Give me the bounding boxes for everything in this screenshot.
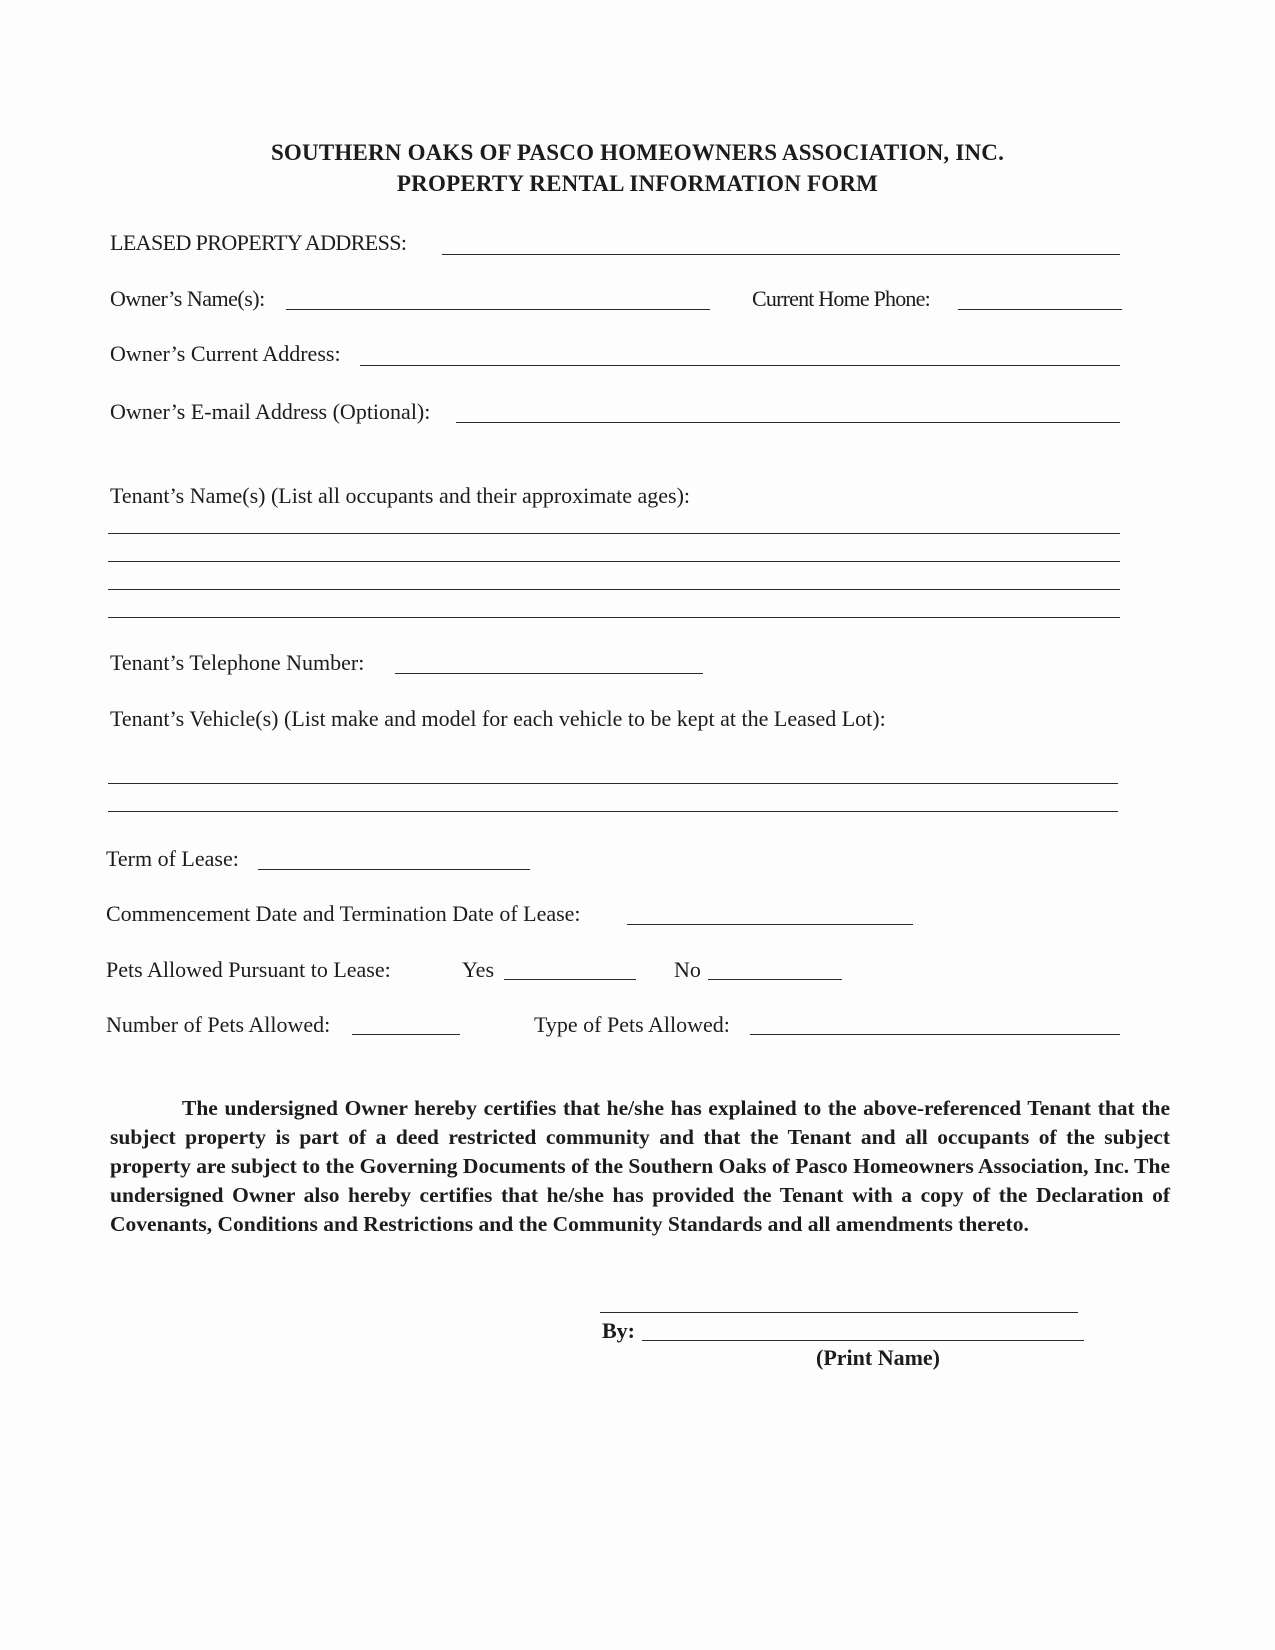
number-of-pets-label: Number of Pets Allowed: <box>106 1012 331 1037</box>
commencement-termination-label: Commencement Date and Termination Date of Lease: <box>106 901 581 926</box>
print-name-line[interactable] <box>642 1340 1084 1341</box>
tenants-telephone-label: Tenant’s Telephone Number: <box>110 650 365 675</box>
pets-allowed-label: Pets Allowed Pursuant to Lease: <box>106 957 391 982</box>
tenants-vehicles-label: Tenant’s Vehicle(s) (List make and model for each vehicle to be kept at the Leased Lot): <box>110 706 886 731</box>
owners-names-field[interactable] <box>286 309 710 310</box>
pets-allowed-no-label: No <box>674 957 701 982</box>
pets-allowed-no-field[interactable] <box>708 979 842 980</box>
tenants-names-line-4[interactable] <box>108 617 1120 618</box>
print-name-label: (Print Name) <box>816 1345 941 1370</box>
tenants-telephone-field[interactable] <box>395 673 703 674</box>
form-title-association: SOUTHERN OAKS OF PASCO HOMEOWNERS ASSOCIATION, INC. <box>270 140 1005 165</box>
current-home-phone-field[interactable] <box>958 309 1122 310</box>
term-of-lease-label: Term of Lease: <box>106 846 239 871</box>
commencement-termination-field[interactable] <box>627 924 913 925</box>
current-home-phone-label: Current Home Phone: <box>752 286 930 311</box>
owner-certification-paragraph: The undersigned Owner hereby certifies that he/she has explained to the above-referenced Tenant that the subject property is part of a deed restricted community and that the Tenant and all occupants of the subject property are subject to the Governing Documents of the Southern Oaks of Pasco Homeowners Association, Inc. The undersigned Owner also hereby certifies that he/she has provided the Tenant with a copy of the Declaration of Covenants, Conditions and Restrictions and the Community Standards and all amendments thereto. <box>110 1096 1170 1236</box>
owners-email-label: Owner’s E-mail Address (Optional): <box>110 399 431 424</box>
owners-current-address-label: Owner’s Current Address: <box>110 341 341 366</box>
term-of-lease-field[interactable] <box>258 869 530 870</box>
leased-property-address-field[interactable] <box>442 254 1120 255</box>
owners-names-label: Owner’s Name(s): <box>110 286 265 311</box>
pets-allowed-yes-label: Yes <box>462 957 495 982</box>
tenants-names-line-1[interactable] <box>108 533 1120 534</box>
owners-email-field[interactable] <box>456 422 1120 423</box>
owners-current-address-field[interactable] <box>360 365 1120 366</box>
signature-by-label: By: <box>602 1318 635 1343</box>
tenants-names-label: Tenant’s Name(s) (List all occupants and their approximate ages): <box>110 483 691 508</box>
type-of-pets-field[interactable] <box>750 1034 1120 1035</box>
number-of-pets-field[interactable] <box>352 1034 460 1035</box>
leased-property-address-label: LEASED PROPERTY ADDRESS: <box>110 230 407 255</box>
pets-allowed-yes-field[interactable] <box>504 979 636 980</box>
signature-line[interactable] <box>600 1312 1078 1313</box>
tenants-names-line-3[interactable] <box>108 589 1120 590</box>
tenants-vehicles-line-2[interactable] <box>108 811 1118 812</box>
tenants-vehicles-line-1[interactable] <box>108 783 1118 784</box>
form-title-form-name: PROPERTY RENTAL INFORMATION FORM <box>396 171 879 196</box>
type-of-pets-label: Type of Pets Allowed: <box>534 1012 730 1037</box>
tenants-names-line-2[interactable] <box>108 561 1120 562</box>
